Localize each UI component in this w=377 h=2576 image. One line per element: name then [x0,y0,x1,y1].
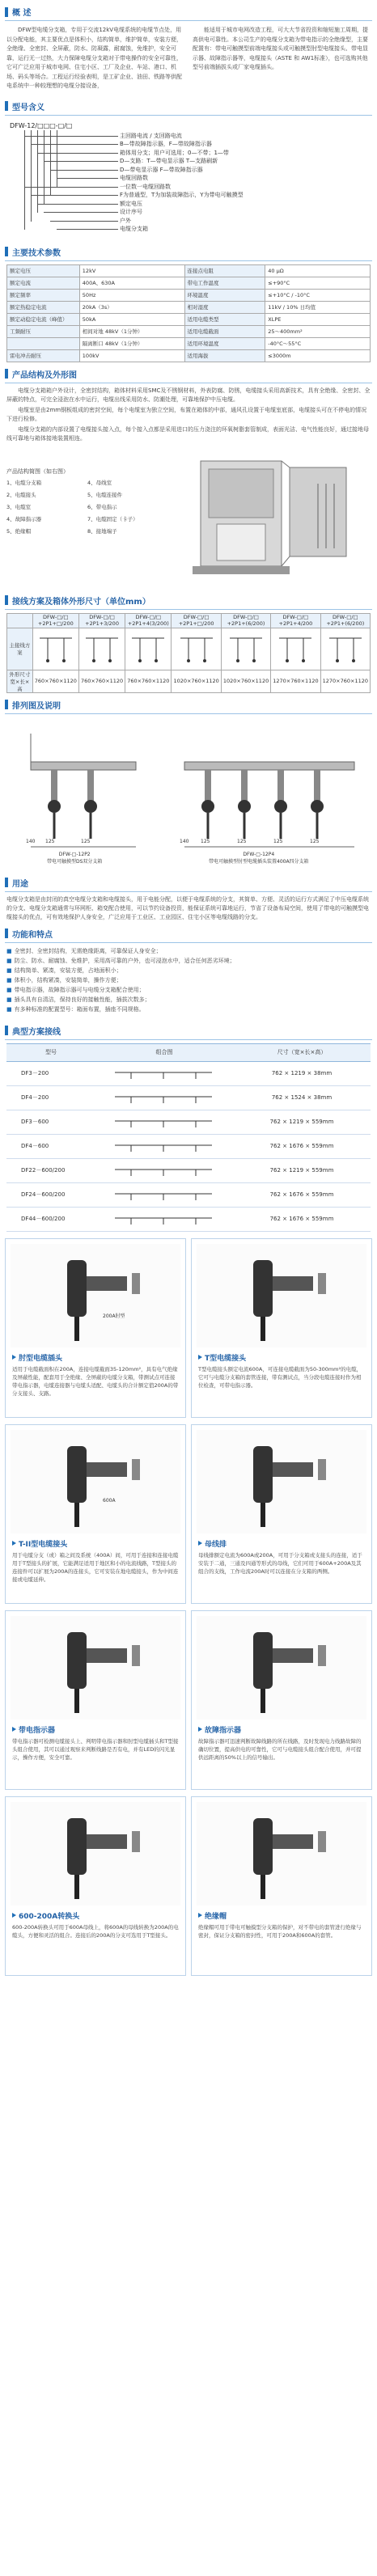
wiring-type: DFW-□/□ +2P1+□/200 [172,613,221,628]
param-cell: 适用环境温度 [184,337,265,349]
triangle-icon [12,1727,16,1732]
legend-item: 4、故障指示器 [6,515,42,522]
typical-diagram [95,1061,233,1085]
model-line: 设计序号 [120,209,142,215]
structure-text [0,383,377,448]
param-cell: 隔离断口 48kV（1分钟） [79,337,184,349]
section-title: 接线方案及箱体外形尺寸（单位mm） [12,597,150,607]
product-image [197,1244,366,1347]
product-desc: 故障指示器可迅速判断故障线路的所在线路，及时发现电力线路故障的确切位置，提高供电的可靠性，它可与电缆接头组合配合使用，并可提供远距离的50%以上的信号输出。 [198,1737,362,1761]
section-structure [5,366,372,383]
product-desc: T型电缆接头额定电流600A，可连接电缆截面为50-300mm²的电缆，它可与电缆分支箱的套管连接，带有测试点，当分段电缆连接时作为相位检查，可带电指示器。 [198,1365,362,1389]
wiring-dim: 1270×760×1120 [320,670,370,692]
product-cards [5,1238,372,1976]
triangle-icon [198,1541,202,1546]
param-cell: 适用海拔 [184,349,265,362]
wiring-diagram-cell [32,628,78,670]
product-card [191,1238,372,1418]
typical-table [6,1043,371,1232]
legend-item: 1、电缆分支箱 [6,479,42,486]
feature-text: 带电指示器，故障指示器可与电缆分支箱配合使用； [14,986,145,993]
typical-model: DF3－600 [6,1110,95,1134]
product-image [197,1616,366,1719]
triangle-icon [12,1913,16,1918]
legend-item: 6、带电指示 [87,503,117,510]
param-cell: 50Hz [79,289,184,301]
legend-item: 8、接地端子 [87,527,117,535]
overview-text [0,21,377,96]
param-row [7,289,371,301]
model-connector [24,187,118,188]
product-card [191,1796,372,1976]
model-stem [50,130,51,197]
cabinet-drawing [168,451,371,589]
section-title: 概 述 [12,9,32,18]
wiring-type: DFW-□/□ +2P1+□/200 [32,613,78,628]
bullet-icon: ■ [6,996,12,1003]
param-row [7,313,371,325]
param-cell: 100kV [79,349,184,362]
legend-item: 5、电缆连接件 [87,491,123,498]
triangle-icon [12,1541,16,1546]
product-title [12,1910,79,1921]
wiring-dim: 760×760×1120 [32,670,78,692]
product-desc: 适用于电缆截面积在200A，连接电缆截面35-120mm²，具有电气绝缘及屏蔽性能，配套用于全绝缘、全屏蔽的电缆分支箱，带测试点可连接带电指示器，电缆连接器与电缆头适配、电缆头的合计额定值200A的带分支接头、支路。 [12,1365,179,1397]
param-cell: 适用电缆类型 [184,313,265,325]
bullet-icon: ■ [6,976,12,983]
legend-title: 产品结构简图（如右图） [6,467,69,475]
section-title: 主要技术参数 [12,248,61,258]
caption-title: DFW-□-12P2 [58,851,91,857]
structure-legend [6,451,168,589]
triangle-icon [198,1913,202,1918]
typical-size: 762 × 1219 × 559mm [233,1110,371,1134]
product-name: 绝缘帽 [205,1912,227,1921]
model-connector [57,178,118,179]
param-cell: 40 μΩ [265,264,371,277]
legend-item: 4、母线室 [87,479,112,486]
wiring-diagram-cell [271,628,320,670]
model-connector [44,212,118,213]
wiring-dim: 760×760×1120 [78,670,125,692]
triangle-icon [198,1727,202,1732]
overview-right: 能适用于城市电网改造工程，可大大节省投资和缩短施工周期，提高供电可靠性。本公司生产的电缆分支箱为带电指示的全绝缘型，主要配置有：带电可触摸型前端电缆接头或可触摸型肘型电缆接头、带电显示器、故障指示器等，电缆接头（ASTE 和 AW1标准），也可选购其他型号前端插拔头或厂家电缆插头。 [193,27,368,70]
section-wiring [5,592,372,610]
typical-model: DF3－200 [6,1061,95,1085]
four-way-drawing [184,762,354,847]
typical-size: 762 × 1524 × 38mm [233,1085,371,1110]
param-cell: -40°C～55°C [265,337,371,349]
product-name: T-II型电缆接头 [19,1540,68,1549]
typical-model: DF4－200 [6,1085,95,1110]
param-cell: 额定频率 [7,289,80,301]
col-size: 尺寸（宽×长×高） [233,1043,371,1061]
wiring-row-label: 主接线方案 [7,628,33,670]
product-card [5,1610,186,1790]
bullet-icon: ■ [6,986,12,993]
section-title: 型号含义 [12,103,44,112]
product-title [198,1352,246,1363]
bullet-icon: ■ [6,957,12,964]
param-cell: 适用电缆截面 [184,325,265,337]
wiring-type: DFW-□/□ +2P1+4/200 [271,613,320,628]
typical-size: 762 × 1219 × 38mm [233,1061,371,1085]
feature-item [6,946,371,956]
bullet-icon: ■ [6,967,12,974]
wiring-diagram-cell [172,628,221,670]
typical-size: 762 × 1676 × 559mm [233,1207,371,1231]
col-model: 型号 [6,1043,95,1061]
param-row [7,264,371,277]
model-connector [57,229,118,230]
structure-p3: 电缆分支箱的内部设置了电缆接头接入点，每个接入点都是采用进口的压力浇注的环氧树脂套管制成，表面光洁、电气性能良好，通过接地母线可靠地与箱体接地装置相连。 [6,425,369,442]
param-row [7,301,371,313]
typical-row [6,1110,371,1134]
product-image [11,1244,180,1347]
typical-size: 762 × 1676 × 559mm [233,1134,371,1158]
section-title: 典型方案接线 [12,1027,61,1037]
param-cell: 雷电冲击耐压 [7,349,80,362]
wiring-dim: 760×760×1120 [125,670,172,692]
param-row [7,349,371,362]
product-card [5,1238,186,1418]
layout-svg [6,717,371,871]
wiring-type: DFW-□/□ +2P1+4(3/200) [125,613,172,628]
model-stem [37,130,38,214]
layout-dim: 125 [201,838,210,844]
triangle-icon [198,1355,202,1360]
wiring-diagram-cell [78,628,125,670]
product-card [191,1610,372,1790]
param-cell: ≤3000m [265,349,371,362]
param-cell [7,337,80,349]
wiring-diagram-cell [125,628,172,670]
section-overview [5,3,372,21]
model-line: 电缆分支箱 [120,226,148,232]
param-cell: 额定电压 [7,264,80,277]
legend-item: 7、电缆固定（卡子） [87,515,138,522]
product-title [198,1724,241,1735]
section-title: 排列图及说明 [12,701,61,711]
param-cell: 额定动稳定电流（峰值） [7,313,80,325]
section-title: 用途 [12,879,28,889]
param-row [7,325,371,337]
param-cell: 环境温度 [184,289,265,301]
caption-title: DFW-□-12P4 [243,851,275,857]
feature-item [6,985,371,995]
model-line: 户外 [120,217,131,224]
use-text: 电缆分支箱是由封闭的真空电缆分支箱和电缆接头，用于电能分配，以便于电缆系统的分支，其简单、方便、灵活的运行方式满足了中压电缆系统的分支、电缆分支箱通常与环网柜、箱变配合使用，可以节约设备投资，能保证系统可靠地运行，节省了设备布局空间，使用了带电的可触摸型电缆接头的优点，可有效地保护人身安全，广泛应用于工业区、工业园区、住宅小区等电缆线路的分支。 [6,895,369,920]
product-name: 母线排 [205,1540,227,1549]
model-line: 电缆回路数 [120,175,148,181]
param-cell: 11kV / 10% 日均值 [265,301,371,313]
product-title [12,1724,55,1735]
model-connector [50,221,118,222]
params-table [6,264,371,362]
product-title [12,1352,62,1363]
feature-item [6,995,371,1005]
model-connector [37,153,118,154]
feature-item [6,956,371,966]
bullet-icon: ■ [6,947,12,954]
caption-sub: 带电可触摸型肘型电缆插头装置400A四分支箱 [209,858,309,865]
typical-model: DF44－600/200 [6,1207,95,1231]
layout-dim: 125 [81,838,91,844]
model-stem [31,130,32,222]
product-desc: 母线排额定电流为600A或200A，可用于分支箱或支接头的连接，适于安装于二通，三通及四通等形式的母线，它们可用于600A+200A及其组合的支线，工作电流200A时可以连接在分支箱的两侧。 [198,1551,362,1575]
model-line: 额定电压 [120,200,142,207]
feature-text: 插头具有自清洁，保持良好的接触性能，插拔次数多； [14,996,150,1003]
param-cell: 50kA [79,313,184,325]
model-connector [44,161,118,162]
param-cell: ≤+10°C / -10°C [265,289,371,301]
product-image [11,1616,180,1719]
typical-diagram [95,1085,233,1110]
typical-model: DF24－600/200 [6,1182,95,1207]
model-line: B—带故障指示器，F—带故障指示器 [120,141,212,147]
model-line: D—支路：T—带电显示器 T—支路刷新 [120,158,218,164]
feature-item [6,966,371,975]
feature-item [6,975,371,985]
wiring-type: DFW-□/□ +2P1+(6/200) [221,613,270,628]
cabinet-svg [168,451,371,589]
wiring-diagram-cell [320,628,370,670]
section-typical [5,1022,372,1040]
wiring-diagram-cell [221,628,270,670]
typical-diagram [95,1182,233,1207]
product-desc: 绝缘帽可用于带电可触摸型分支箱的保护，对不带电的套管进行绝缘与密封，保证分支箱的密封性，可用于200A和600A的套管。 [198,1923,362,1939]
product-label: 600A [103,1497,116,1504]
feature-text: 全密封、全密封结构，无需绝缘距离，可靠保证人身安全； [14,947,162,954]
feature-item [6,1005,371,1014]
product-desc: 带电指示器可检测电缆接头上、判明带电指示器和肘型电缆插头和T型接头组合使用，其可以通过观察来判断线路是否有电，并有LED的闪光显示，操作方便，安全可靠。 [12,1737,179,1761]
product-desc: 用于电缆分支（或）箱之间及系统（400A）间，可用于连接和连接电缆用于T型接头的扩展，它能满足适用于地区和小的电流线路，T型接头的连接件可以扩展为200A的连接头，它可安装在地电缆接头，作为中间连接或电缆延伸。 [12,1551,179,1583]
wiring-dim: 1020×760×1120 [172,670,221,692]
model-line: 主回路电流 / 支回路电流 [120,132,182,139]
caption-two-way [47,852,102,865]
typical-row [6,1134,371,1158]
wiring-dim: 1020×760×1120 [221,670,270,692]
two-way-drawing [31,734,136,847]
structure-p2: 电缆室是由2mm钢板组成的密封空间，每个电缆室为独立空间，布置在箱体的中部，通风孔设置于电缆室底部，电缆接头可在不停电的情况下进行检修。 [6,406,367,422]
layout-dim: 125 [45,838,55,844]
model-connector [37,204,118,205]
typical-diagram [95,1134,233,1158]
typical-row [6,1158,371,1182]
typical-row [6,1061,371,1085]
product-image [11,1802,180,1906]
feature-text: 结构简单、紧凑，安装方便，占地面积小； [14,967,122,974]
wiring-row-label: 外形尺寸 宽×长×高 [7,670,33,692]
typical-row [6,1085,371,1110]
param-cell: 连接点电阻 [184,264,265,277]
feature-text: 有多种标准的配置型号：箱面布置，插座不同规格。 [14,1005,145,1013]
param-cell: 25～400mm² [265,325,371,337]
model-stem [24,130,25,231]
feature-list [0,943,377,1017]
param-cell: 12kV [79,264,184,277]
product-image [197,1430,366,1533]
caption-four-way [209,852,309,865]
product-image [11,1430,180,1533]
param-cell: 400A、630A [79,277,184,289]
model-connector [50,170,118,171]
product-title [12,1538,67,1549]
product-name: 肘型电缆插头 [19,1354,63,1363]
param-cell: 带电工作温度 [184,277,265,289]
col-diagram: 组合图 [95,1043,233,1061]
legend-item: 3、电缆室 [6,503,32,510]
typical-row [6,1182,371,1207]
typical-size: 762 × 1676 × 559mm [233,1182,371,1207]
structure-p1: 电缆分支箱箱户外设计，全密封结构，箱体材料采用SMC及不锈钢材料，外表防腐、防锈，电缆接头采用高新技术，具有全绝缘、全密封、全屏蔽的特点，可完全浸泡在水中运行，电缆出线采用防水、防潮处理，可靠地保护中压电缆。 [6,387,371,403]
product-name: T型电缆接头 [205,1354,247,1363]
product-title [198,1910,227,1921]
model-line: D—带电显示器 F—带故障指示器 [120,166,203,173]
model-diagram [6,119,371,240]
layout-dim: 140 [26,838,36,844]
product-card [5,1796,186,1976]
section-features [5,925,372,943]
section-title: 功能和特点 [12,930,53,940]
feature-text: 体积小，结构紧凑，安装简单，操作方便； [14,976,122,983]
section-params [5,243,372,261]
legend-item: 5、绝缘帽 [6,527,32,535]
structure-diagram [6,451,371,589]
model-code: DFW-12/□□□-□/□ [10,121,73,129]
param-row [7,337,371,349]
model-connector [24,136,118,137]
wiring-type: DFW-□/□ +2P1+(6/200) [320,613,370,628]
triangle-icon [12,1355,16,1360]
product-name: 600-200A转换头 [19,1912,80,1921]
product-card [5,1424,186,1604]
param-cell: ≤+90°C [265,277,371,289]
section-layout [5,696,372,714]
typical-size: 762 × 1219 × 559mm [233,1158,371,1182]
typical-model: DF4－600 [6,1134,95,1158]
layout-dim: 125 [237,838,247,844]
model-line: 一位数一电缆回路数 [120,183,171,190]
product-desc: 600-200A转换头可用于600A母线上，将600A的母线转换为200A的电缆头，方便和灵活的组合。连接后的200A的分支可选用于T型接头。 [12,1923,179,1939]
caption-sub: 带电可触摸型DS双分支箱 [47,858,103,865]
typical-diagram [95,1158,233,1182]
product-image [197,1802,366,1906]
model-line: F为普通型，T为加装故障指示，Y为带电可触摸型 [120,192,244,198]
section-model [5,98,372,116]
param-cell: XLPE [265,313,371,325]
legend-item: 2、电缆接头 [6,491,36,498]
param-cell: 相间对地 48kV（1分钟） [79,325,184,337]
param-row [7,277,371,289]
feature-text: 防尘、防水、耐腐蚀、免维护，采用高可靠的户外，也可浸泡水中，适合任何恶劣环境； [14,957,235,964]
typical-diagram [95,1110,233,1134]
wiring-dim: 1270×760×1120 [271,670,320,692]
wiring-corner [7,613,33,628]
bullet-icon: ■ [6,1005,12,1013]
product-name: 带电指示器 [19,1726,56,1735]
product-title [198,1538,227,1549]
layout-diagram [6,717,371,871]
layout-dim: 125 [273,838,283,844]
overview-left: DFW型电缆分支箱，专用于交流12kV电缆系统的电缆节点处，用以分配电能，其主要优点是体积小，结构简单，维护简单，安装方便，全绝缘、全密封、全屏蔽，防水、防凝露，耐腐蚀，免维护，安全可靠，运行无一过热，大力保障电缆分支箱对于带电操作的安全可靠性，它可广泛应用于城市电网、住宅小区、工厂及企业、车站、港口、机场、码头等场合。工程运行经验表明，是工矿企业、油田、铁路等供配电系统中一种较理想的电缆分接设备， [6,27,182,89]
param-cell: 20kA（3s） [79,301,184,313]
wiring-type: DFW-□/□ +2P1+3/200 [78,613,125,628]
layout-dim: 125 [310,838,320,844]
layout-dim: 140 [180,838,189,844]
section-title: 产品结构及外形图 [12,370,77,380]
param-cell: 额定热稳定电流 [7,301,80,313]
wiring-table [6,613,371,693]
typical-model: DF22－600/200 [6,1158,95,1182]
typical-diagram [95,1207,233,1231]
product-name: 故障指示器 [205,1726,242,1735]
param-cell: 额定电流 [7,277,80,289]
param-cell: 相对湿度 [184,301,265,313]
model-line: 箱体用分支；用户可选用；0—不带；1—带 [120,149,229,156]
param-cell: 工频耐压 [7,325,80,337]
product-card [191,1424,372,1604]
product-label: 200A肘型 [103,1313,125,1319]
typical-row [6,1207,371,1231]
section-use [5,874,372,892]
